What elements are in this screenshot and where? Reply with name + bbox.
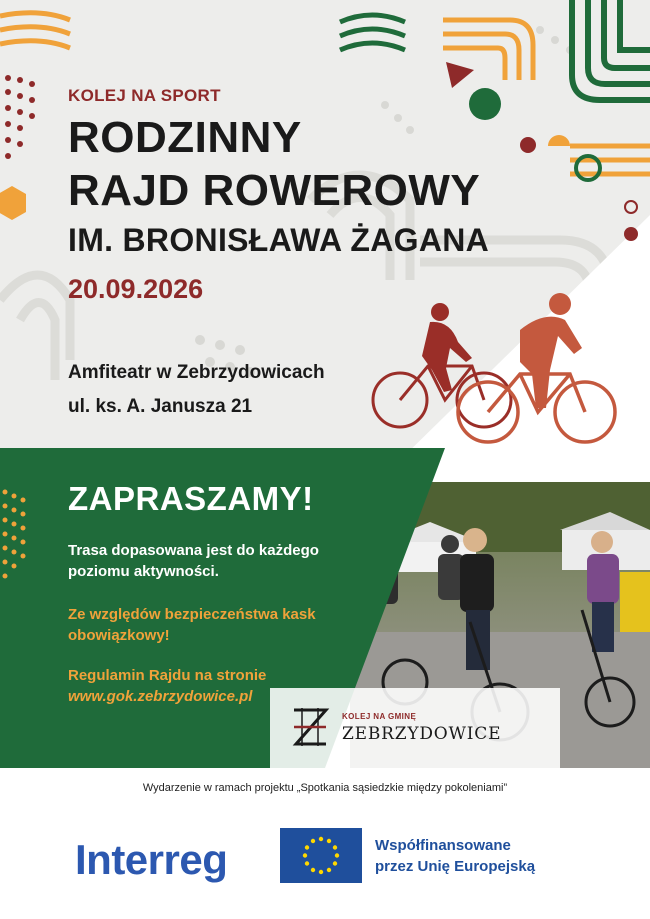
invite-helmet-text: Ze względów bezpieczeństwa kask obowiązkowy! [68,606,316,644]
title-line-3: IM. BRONISŁAWA ŻAGANA [68,222,490,258]
project-note: Wydarzenie w ramach projektu „Spotkania sąsiedzkie między pokoleniami” [142,782,508,794]
venue-name: Amfiteatr w Zebrzydowicach [68,362,325,383]
eu-cofunding-text [375,835,535,877]
eu-flag-icon [280,828,362,883]
logo-name: ZEBRZYDOWICE [342,724,502,744]
event-date: 20.09.2026 [68,274,204,304]
invite-headline: ZAPRASZAMY! [68,480,314,517]
rules-label: Regulamin Rajdu na stronie [68,667,267,684]
title-line-1: RODZINNY [68,113,302,162]
zebrzydowice-logo [270,688,560,768]
venue-address: ul. ks. A. Janusza 21 [68,396,253,417]
logo-tagline: KOLEJ NA GMINĘ [342,712,417,721]
website-link[interactable]: www.gok.zebrzydowice.pl [68,688,253,705]
kicker-label: KOLEJ NA SPORT [68,86,221,105]
invite-route-text: Trasa dopasowana jest do każdego poziomu aktywności. [68,542,319,580]
cofund-line-2: przez Unię Europejską [375,858,536,875]
cofund-line-1: Współfinansowane [375,837,511,854]
title-line-2: RAJD ROWEROWY [68,166,481,215]
interreg-logo: Interreg [75,836,228,883]
z-logo-icon [290,706,330,748]
